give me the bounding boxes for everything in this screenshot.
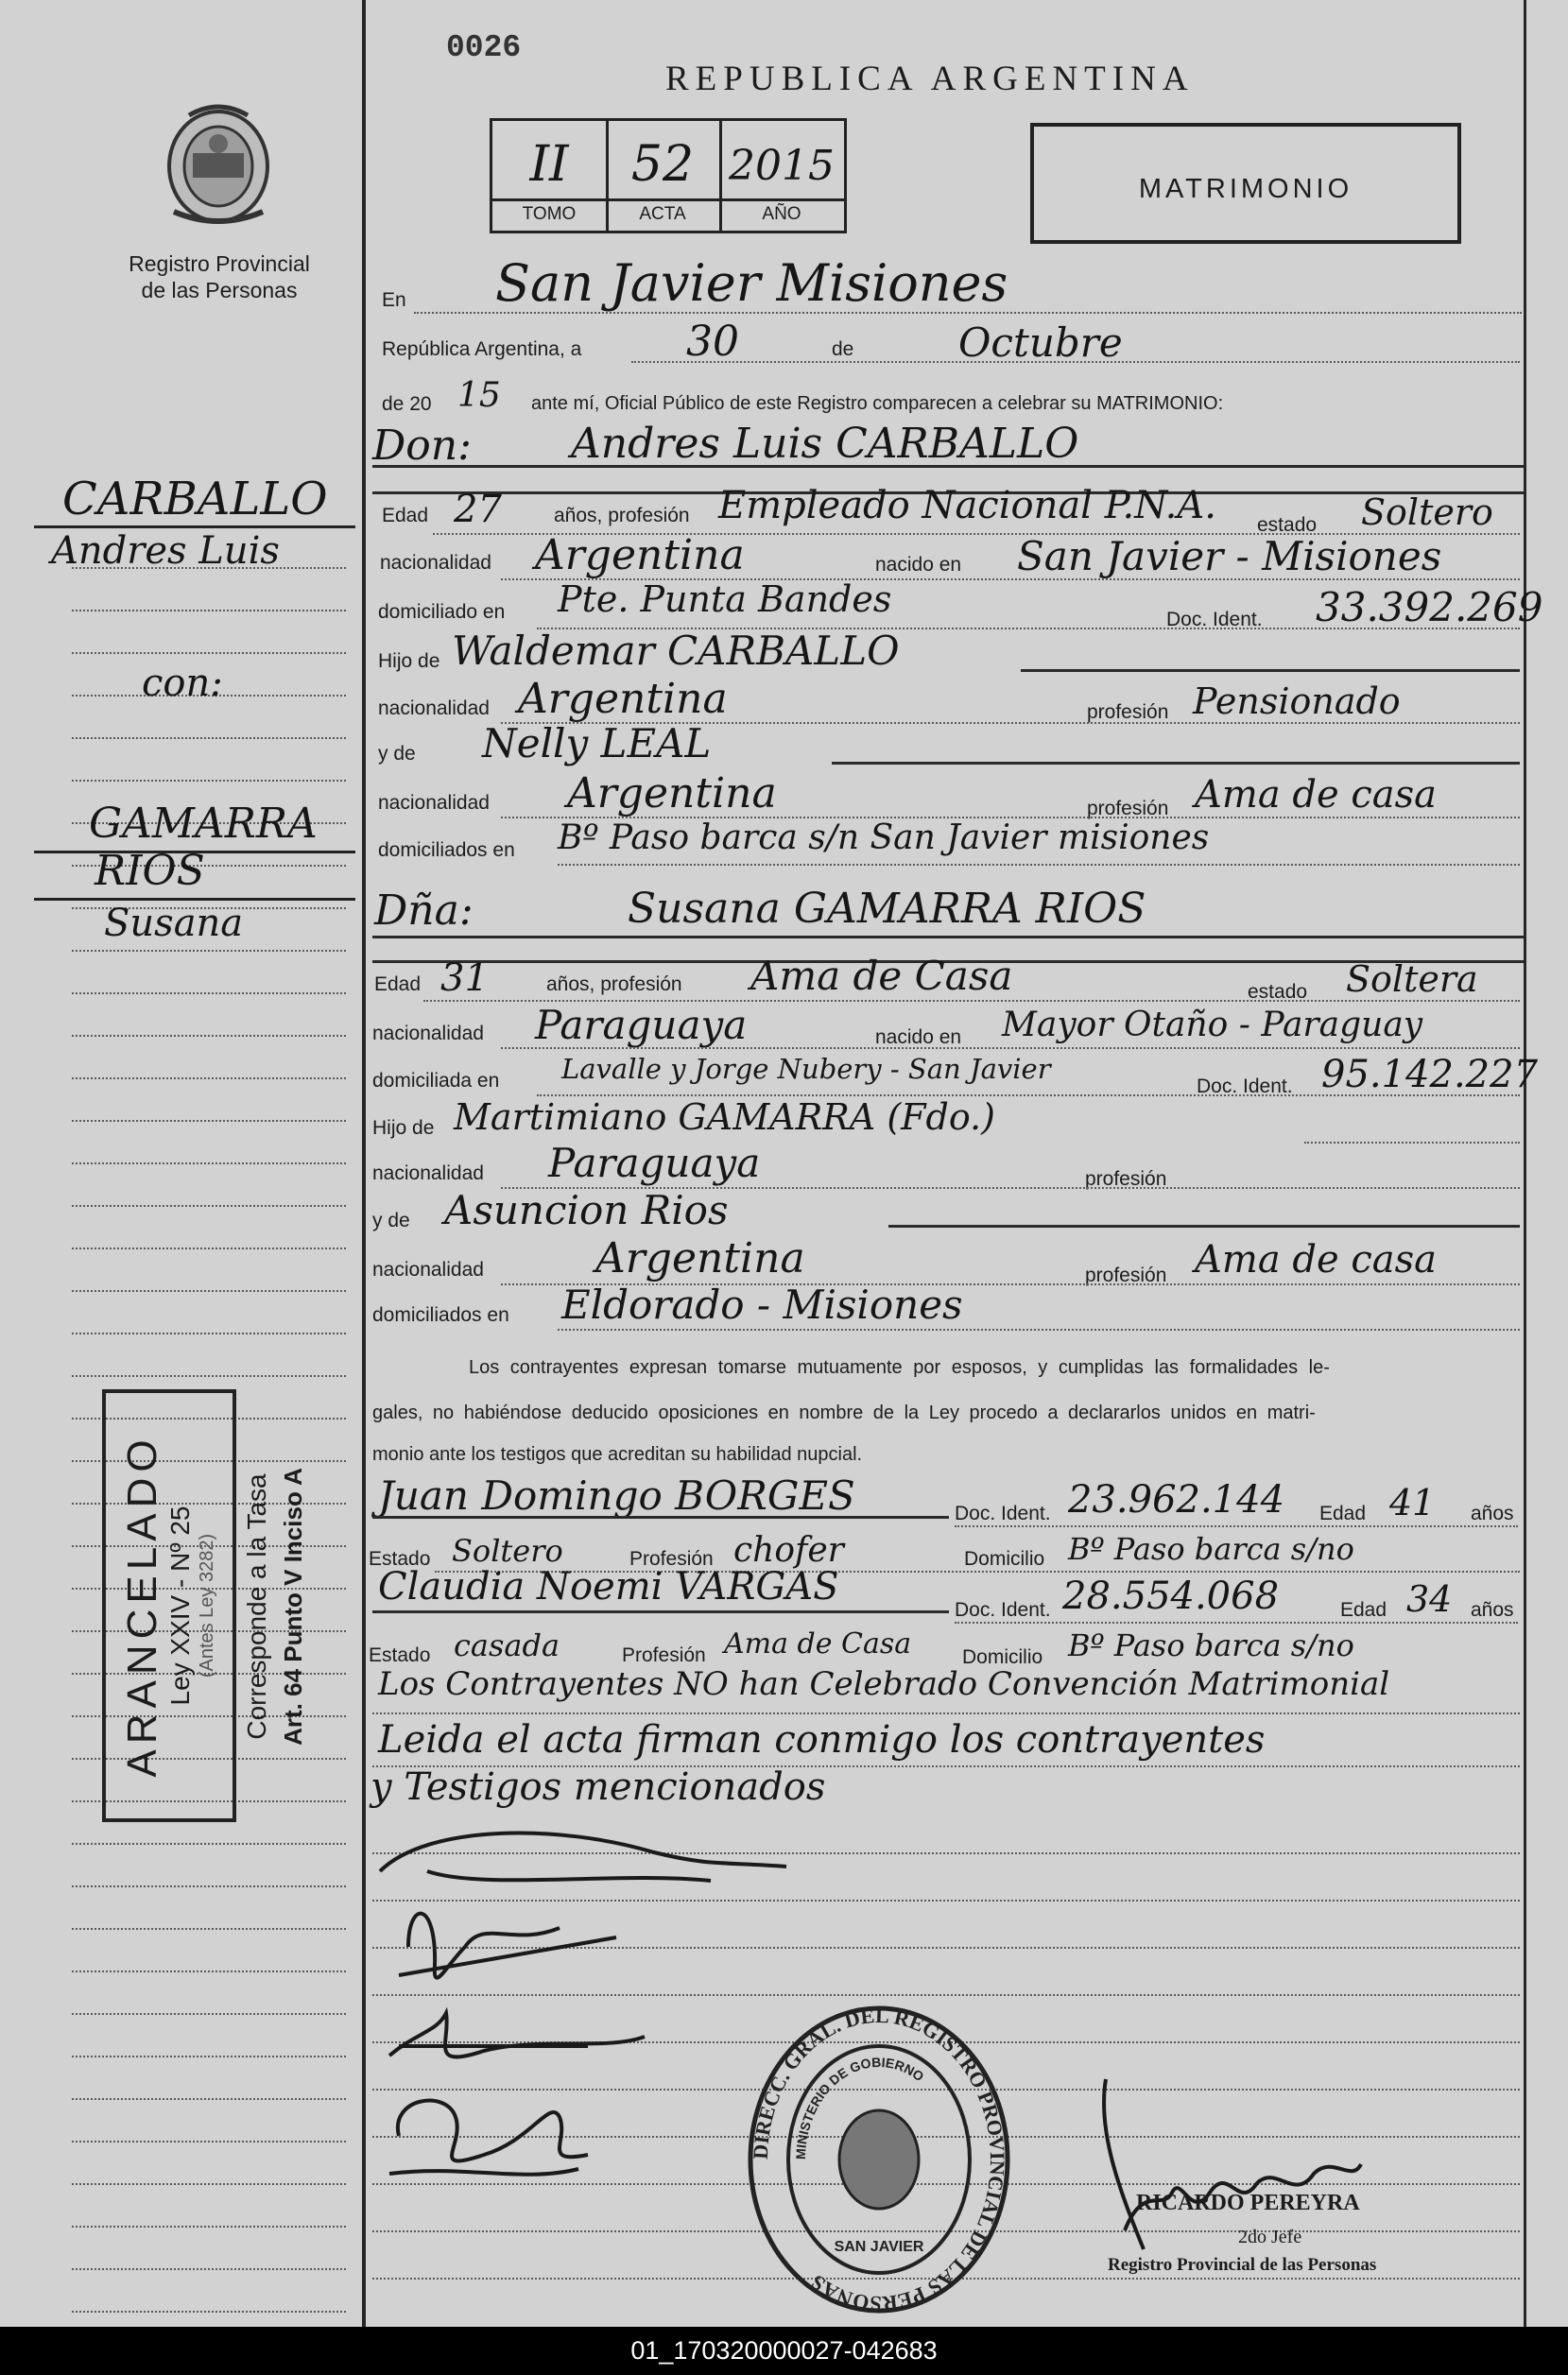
groom-birthplace: San Javier - Misiones — [1017, 533, 1442, 579]
bride-nacido-label: nacido en — [875, 1026, 962, 1048]
groom-parents-dom-label: domiciliados en — [378, 839, 515, 861]
document-number: 0026 — [446, 30, 522, 65]
tasa-corresponde: Corresponde a la Tasa — [242, 1473, 271, 1740]
notes-line1: Los Contrayentes NO han Celebrado Convención Matrimonial — [378, 1665, 1390, 1703]
groom-father-prof: Pensionado — [1193, 680, 1401, 722]
bride-nationality: Paraguaya — [535, 1002, 748, 1048]
witness1-estado-label: Estado — [369, 1548, 431, 1570]
signature-witness1 — [389, 2013, 645, 2057]
margin-bride-surname1: GAMARRA — [89, 800, 318, 848]
witness2-doc: 28.554.068 — [1062, 1575, 1280, 1618]
witness1-edad-label: Edad — [1319, 1503, 1367, 1524]
groom-father: Waldemar CARBALLO — [452, 628, 900, 674]
anio-value: 2015 — [729, 142, 835, 190]
witness2-profession: Ama de Casa — [724, 1627, 912, 1661]
witness2-status: casada — [454, 1627, 560, 1663]
legal-text-line2: gales, no habiéndose deducido oposiciones en nombre de la Ley procedo a declararlos unidos en matri- — [372, 1403, 1316, 1423]
bride-mother-nat: Argentina — [595, 1234, 805, 1282]
witness2-estado-label: Estado — [369, 1644, 431, 1666]
groom-title: Don: — [372, 422, 472, 470]
arancelado-text — [120, 1403, 218, 1809]
bride-father-nat-label: nacionalidad — [372, 1162, 484, 1184]
notes-line2: Leida el acta firman conmigo los contrayentes — [378, 1718, 1266, 1762]
arancelado-stamp — [102, 1389, 236, 1822]
seal-inner-text: MINISTERIO DE GOBIERNO — [792, 2054, 927, 2160]
bride-mother-prof: Ama de casa — [1195, 1238, 1437, 1282]
officer-name: RICARDO PEREYRA — [1136, 2191, 1360, 2215]
country-heading: REPUBLICA ARGENTINA — [665, 60, 1195, 98]
witness1-dom-label: Domicilio — [964, 1548, 1045, 1570]
tomo-value: II — [529, 136, 569, 193]
bride-domicile: Lavalle y Jorge Nubery - San Javier — [561, 1053, 1051, 1085]
groom-mother-nat: Argentina — [567, 769, 777, 817]
witness2-domicile: Bº Paso barca s/no — [1068, 1627, 1354, 1663]
bride-father-nat: Paraguaya — [548, 1140, 761, 1186]
margin-left-border — [362, 0, 366, 2327]
groom-doc-label: Doc. Ident. — [1166, 609, 1263, 630]
witness1-status: Soltero — [452, 1533, 563, 1569]
witness2-prof-label: Profesión — [622, 1644, 706, 1666]
witness2-name: Claudia Noemi VARGAS — [378, 1565, 839, 1609]
groom-nationality: Argentina — [535, 531, 745, 579]
margin-groom-surname: CARBALLO — [62, 473, 328, 525]
bride-status: Soltera — [1346, 958, 1478, 1000]
groom-mother: Nelly LEAL — [482, 720, 712, 766]
witness2-dom-label: Domicilio — [962, 1646, 1043, 1668]
year-prefix: de 20 — [382, 393, 432, 415]
bride-estado-label: estado — [1248, 981, 1308, 1003]
bride-parents-dom: Eldorado - Misiones — [561, 1282, 963, 1328]
en-label: En — [382, 289, 406, 311]
witness2-anios-label: años — [1471, 1599, 1514, 1621]
witness1-prof-label: Profesión — [629, 1548, 714, 1570]
year-suffix: 15 — [457, 376, 501, 415]
groom-father-nat-label: nacionalidad — [378, 697, 490, 719]
bride-anios-prof-label: años, profesión — [546, 973, 682, 995]
signature-groom — [380, 1833, 786, 1881]
bride-dom-label: domiciliada en — [372, 1070, 500, 1092]
anio-label: AÑO — [762, 204, 801, 224]
tomo-label: TOMO — [522, 204, 577, 224]
bride-title: Dña: — [374, 886, 474, 935]
bride-yde-label: y de — [372, 1210, 410, 1231]
groom-hijo-label: Hijo de — [378, 650, 440, 672]
coat-of-arms-icon — [161, 98, 276, 231]
bride-mother: Asuncion Rios — [444, 1187, 729, 1233]
groom-mother-prof-label: profesión — [1087, 798, 1169, 819]
witness2-age: 34 — [1406, 1578, 1453, 1620]
footer-id: 01_170320000027-042683 — [630, 2336, 938, 2365]
witness1-anios-label: años — [1471, 1503, 1514, 1524]
seal-city: SAN JAVIER — [834, 2239, 924, 2255]
witness2-edad-label: Edad — [1340, 1599, 1387, 1621]
official-seal-graphic — [747, 2004, 1011, 2315]
arancelado-line2: Ley XXIV - Nº 25 — [165, 1506, 195, 1706]
groom-status: Soltero — [1361, 491, 1493, 533]
groom-mother-nat-label: nacionalidad — [378, 792, 490, 814]
officer-role: 2do Jefe — [1238, 2227, 1302, 2247]
bride-parents-dom-label: domiciliados en — [372, 1304, 509, 1326]
margin-groom-given: Andres Luis — [51, 529, 280, 573]
signature-witness2 — [389, 2101, 588, 2175]
bride-edad-label: Edad — [374, 973, 422, 995]
tasa-art: Art. 64 Punto V Inciso A — [279, 1468, 307, 1746]
bride-hijo-label: Hijo de — [372, 1117, 435, 1139]
seal-emblem-icon — [839, 2110, 919, 2209]
groom-doc: 33.392.269 — [1316, 584, 1543, 630]
groom-full-name: Andres Luis CARBALLO — [571, 420, 1079, 468]
bride-full-name: Susana GAMARRA RIOS — [628, 885, 1146, 933]
groom-mother-prof: Ama de casa — [1195, 773, 1437, 817]
bride-doc: 95.142.227 — [1321, 1053, 1539, 1096]
bride-profession: Ama de Casa — [750, 953, 1013, 999]
tasa-text — [238, 1389, 310, 1824]
registry-name-line1: Registro Provincial — [129, 251, 310, 276]
bride-father: Martimiano GAMARRA (Fdo.) — [454, 1096, 995, 1138]
bride-father-prof-label: profesión — [1085, 1168, 1167, 1190]
witness1-name: Juan Domingo BORGES — [378, 1472, 855, 1519]
bride-doc-label: Doc. Ident. — [1197, 1076, 1293, 1097]
registry-seal — [161, 98, 276, 231]
groom-domicile: Pte. Punta Bandes — [558, 578, 892, 620]
bride-birthplace: Mayor Otaño - Paraguay — [1002, 1006, 1423, 1044]
groom-nac-label: nacionalidad — [380, 552, 491, 574]
registry-name-line2: de las Personas — [141, 278, 298, 302]
bride-nac-label: nacionalidad — [372, 1023, 484, 1044]
month-value: Octubre — [958, 319, 1123, 366]
legal-text-line1: Los contrayentes expresan tomarse mutuamente por esposos, y cumplidas las formalidades le- — [469, 1357, 1330, 1378]
groom-edad-label: Edad — [382, 505, 429, 526]
record-box — [490, 118, 847, 233]
groom-anios-prof-label: años, profesión — [554, 505, 690, 526]
notes-line3: y Testigos mencionados — [370, 1765, 826, 1809]
registry-name — [95, 250, 344, 303]
de-label: de — [832, 338, 854, 360]
witness1-profession: chofer — [733, 1531, 844, 1570]
groom-dom-label: domiciliado en — [378, 601, 506, 623]
place-value: San Javier Misiones — [495, 253, 1008, 313]
witness2-doc-label: Doc. Ident. — [955, 1599, 1051, 1621]
act-type-label: MATRIMONIO — [1138, 174, 1353, 204]
footer-bar — [0, 2327, 1568, 2375]
margin-bride-surname2: RIOS — [95, 847, 205, 895]
acta-value: 52 — [630, 136, 695, 193]
bride-age: 31 — [440, 956, 489, 1000]
official-seal — [747, 2004, 1011, 2315]
groom-profession: Empleado Nacional P.N.A. — [718, 484, 1216, 527]
groom-parents-dom: Bº Paso barca s/n San Javier misiones — [558, 818, 1210, 857]
appear-text: ante mí, Oficial Público de este Registro comparecen a celebrar su MATRIMONIO: — [531, 393, 1224, 414]
groom-yde-label: y de — [378, 743, 416, 765]
groom-father-nat: Argentina — [518, 675, 728, 723]
witness1-doc-label: Doc. Ident. — [955, 1503, 1051, 1524]
groom-age: 27 — [454, 488, 502, 531]
margin-right-border — [1524, 0, 1526, 2327]
groom-father-prof-label: profesión — [1087, 701, 1169, 723]
day-value: 30 — [686, 318, 739, 366]
seal-outer-text: DIRECC. GRAL. DEL REGISTRO PROVINCIAL DE LAS PERSONAS — [748, 2004, 1010, 2315]
witness1-domicile: Bº Paso barca s/no — [1068, 1531, 1354, 1567]
act-type-box — [1030, 123, 1461, 244]
republica-label: República Argentina, a — [382, 338, 582, 360]
witness1-doc: 23.962.144 — [1068, 1478, 1285, 1522]
margin-con: con: — [142, 662, 223, 705]
bride-mother-nat-label: nacionalidad — [372, 1259, 484, 1281]
acta-label: ACTA — [639, 204, 686, 224]
arancelado-line1: ARANCELADO — [119, 1434, 165, 1778]
margin-bride-given: Susana — [104, 902, 244, 945]
bride-mother-prof-label: profesión — [1085, 1265, 1167, 1286]
arancelado-line3: (Antes Ley 3282) — [197, 1533, 217, 1678]
officer-org: Registro Provincial de las Personas — [1108, 2255, 1377, 2275]
legal-text-line3: monio ante los testigos que acreditan su habilidad nupcial. — [372, 1444, 863, 1465]
groom-estado-label: estado — [1257, 514, 1318, 536]
groom-nacido-label: nacido en — [875, 554, 962, 576]
witness1-age: 41 — [1389, 1482, 1436, 1523]
signature-bride — [399, 1914, 616, 1978]
